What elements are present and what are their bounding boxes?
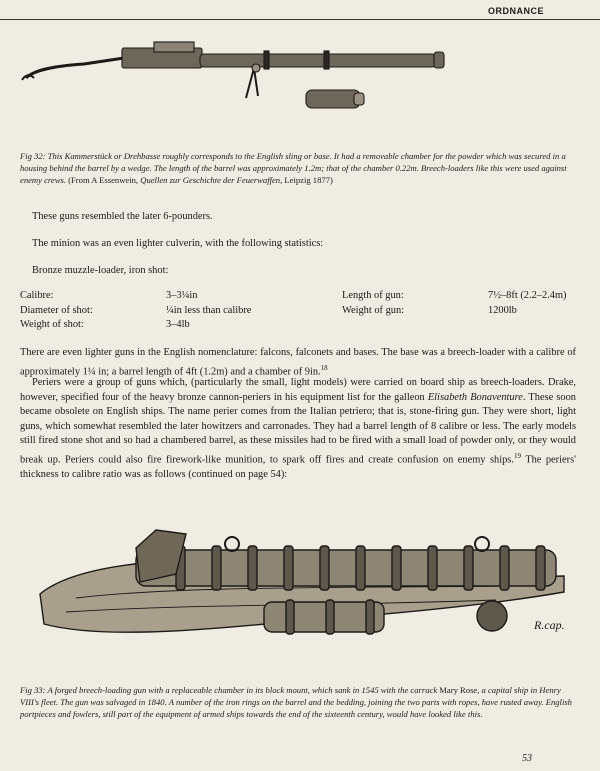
stat-value: 7½–8ft (2.2–2.4m) bbox=[488, 290, 567, 301]
footnote-marker: 18 bbox=[320, 363, 328, 372]
kammerstuck-gun-illustration bbox=[14, 28, 494, 128]
paragraph-minion: The minion was an even lighter culverin, with the following statistics: bbox=[32, 238, 324, 249]
figure-32-caption-text: Fig 32: This Kammerstück or Drehbasse roughly corresponds to the English sling or base. It had a removable chamber for the powder which was secured in a housing behind the barrel by a wedge. The length of the barrel was approximately 1.2m; that of the chamber 0.22m. Breech-loaders like this were used against enemy crews. bbox=[20, 151, 567, 186]
stat-value: 1200lb bbox=[488, 304, 517, 316]
running-header: ORDNANCE bbox=[487, 6, 544, 16]
stat-value: 3–3¼in bbox=[166, 290, 198, 301]
paragraph-lighter-guns: There are even lighter guns in the English nomenclature: falcons, falconets and bases. The base was a breech-loader with a calibre of approximately 1¼ in; a barrel length of 4ft (1.2m) and a chamber of 9in.$^{18}$ bbox=[20, 347, 576, 378]
paragraph-periers: Periers were a group of guns which, (particularly the small, light models) were carried on board ship as breech-loaders. Drake, however, specified four of the heavy bronze cannon-periers in his equipment list for the galleon Elisabeth Bonaventure. These soon became obsolete on English ships. The name perier comes from the Italian petriero; that is, stone-firing gun. They were short, light guns, which somewhat resembled the later howitzers and carronades. They had a barrel length of 8 calibre or less. The early models still fired stone shot and so had a chambered barrel, as these missiles had to be fired with a small load of powder only, or they would break up. Periers could also fire firework-like munition, to spark off fires and create confusion on enemy ships.$^{19}$ The periers' thickness to calibre ratio was as follows (continued on page 54): bbox=[20, 377, 576, 481]
stat-label: Length of gun: bbox=[342, 290, 404, 301]
figure-32-source: (From A Essenwein, Quellen zur Geschichte der Feuerwaffen, Leipzig 1877) bbox=[68, 175, 333, 186]
ship-name: Mary Rose bbox=[439, 685, 478, 695]
stats-row bbox=[20, 319, 576, 334]
stat-value: ¼in less than calibre bbox=[166, 304, 252, 316]
stat-label: Weight of gun: bbox=[342, 304, 405, 316]
minion-statistics-table bbox=[20, 290, 576, 334]
stats-row bbox=[20, 290, 576, 305]
stat-label: Diameter of shot: bbox=[20, 304, 93, 316]
stats-row bbox=[20, 305, 576, 320]
page-number: 53 bbox=[522, 753, 532, 764]
stat-value: 3–4lb bbox=[166, 319, 190, 331]
mary-rose-gun-illustration bbox=[36, 514, 572, 674]
stat-label: Calibre: bbox=[20, 290, 54, 301]
figure-33-caption: Fig 33: A forged breech-loading gun with a replaceable chamber in its block mount, which sank in 1545 with the carrack Mary Rose, a capital ship in Henry VIII's fleet. The gun was salvaged in 1840. A number of the iron rings on the barrel and the bedding, joining the two parts with ropes, have rusted away. English portpieces and fowlers, still part of the equipment of armed ships towards the end of the sixteenth century, would have looked like this. bbox=[20, 685, 572, 720]
footnote-marker: 19 bbox=[513, 451, 521, 460]
figure-32-caption bbox=[20, 150, 576, 187]
paragraph-muzzle-loader: Bronze muzzle-loader, iron shot: bbox=[32, 265, 169, 276]
artist-signature: R.cap. bbox=[534, 618, 565, 632]
stat-label: Weight of shot: bbox=[20, 319, 84, 331]
header-rule bbox=[0, 19, 600, 20]
paragraph-six-pounders: These guns resembled the later 6-pounders. bbox=[32, 211, 213, 222]
